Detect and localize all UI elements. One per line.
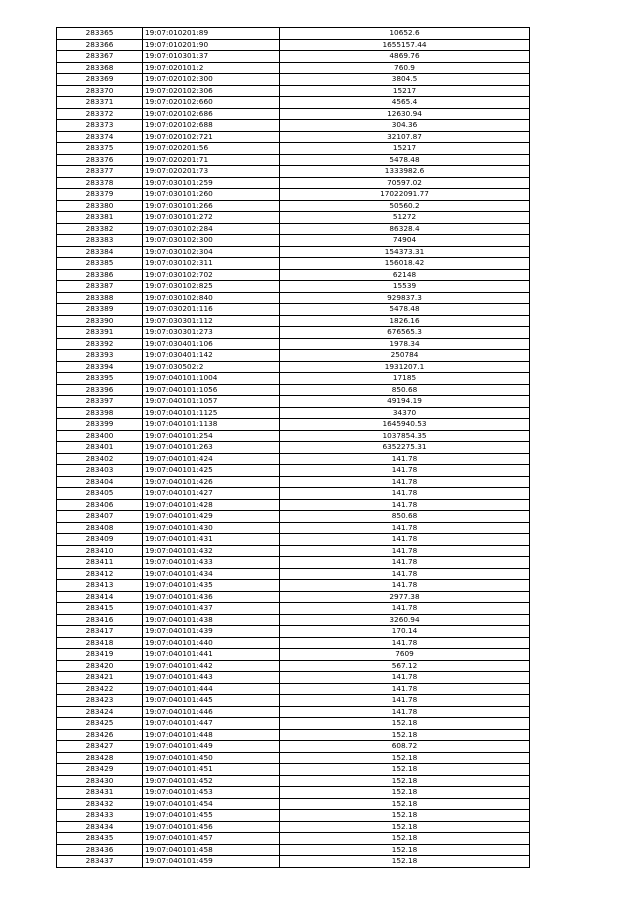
cadastral-number-cell: 19:07:030102:304 [143,246,280,258]
table-row [57,223,530,235]
row-number-cell: 283434 [57,821,143,833]
table-row [57,476,530,488]
value-cell: 170.14 [280,626,530,638]
row-number-cell: 283390 [57,315,143,327]
row-number-cell: 283388 [57,292,143,304]
table-row [57,51,530,63]
row-number-cell: 283429 [57,764,143,776]
value-cell: 152.18 [280,752,530,764]
row-number-cell: 283369 [57,74,143,86]
row-number-cell: 283382 [57,223,143,235]
row-number-cell: 283436 [57,844,143,856]
value-cell: 152.18 [280,810,530,822]
cadastral-number-cell: 19:07:040101:427 [143,488,280,500]
row-number-cell: 283411 [57,557,143,569]
value-cell: 51272 [280,212,530,224]
table-row [57,108,530,120]
table-row [57,327,530,339]
cadastral-number-cell: 19:07:040101:439 [143,626,280,638]
row-number-cell: 283367 [57,51,143,63]
row-number-cell: 283381 [57,212,143,224]
table-row [57,810,530,822]
value-cell: 141.78 [280,706,530,718]
row-number-cell: 283395 [57,373,143,385]
cadastral-number-cell: 19:07:010201:89 [143,28,280,40]
cadastral-number-cell: 19:07:040101:1004 [143,373,280,385]
row-number-cell: 283407 [57,511,143,523]
table-row [57,189,530,201]
value-cell: 1826.16 [280,315,530,327]
table-row [57,177,530,189]
table-row [57,798,530,810]
cadastral-number-cell: 19:07:020201:56 [143,143,280,155]
table-row [57,649,530,661]
table-row [57,281,530,293]
value-cell: 86328.4 [280,223,530,235]
value-cell: 152.18 [280,718,530,730]
row-number-cell: 283378 [57,177,143,189]
cadastral-number-cell: 19:07:040101:442 [143,660,280,672]
table-row [57,258,530,270]
cadastral-number-cell: 19:07:040101:443 [143,672,280,684]
row-number-cell: 283415 [57,603,143,615]
cadastral-number-cell: 19:07:040101:429 [143,511,280,523]
value-cell: 141.78 [280,568,530,580]
cadastral-number-cell: 19:07:040101:1138 [143,419,280,431]
value-cell: 152.18 [280,844,530,856]
value-cell: 141.78 [280,499,530,511]
row-number-cell: 283372 [57,108,143,120]
cadastral-number-cell: 19:07:020201:71 [143,154,280,166]
table-row [57,729,530,741]
table-row [57,718,530,730]
cadastral-number-cell: 19:07:030301:273 [143,327,280,339]
table-row [57,614,530,626]
value-cell: 1655157.44 [280,39,530,51]
cadastral-number-cell: 19:07:020102:688 [143,120,280,132]
cadastral-number-cell: 19:07:030102:311 [143,258,280,270]
cadastral-number-cell: 19:07:040101:456 [143,821,280,833]
row-number-cell: 283396 [57,384,143,396]
value-cell: 17185 [280,373,530,385]
value-cell: 3804.5 [280,74,530,86]
cadastral-number-cell: 19:07:040101:426 [143,476,280,488]
value-cell: 141.78 [280,465,530,477]
row-number-cell: 283380 [57,200,143,212]
cadastral-number-cell: 19:07:010201:90 [143,39,280,51]
value-cell: 17022091.77 [280,189,530,201]
row-number-cell: 283405 [57,488,143,500]
value-cell: 929837.3 [280,292,530,304]
cadastral-number-cell: 19:07:030301:112 [143,315,280,327]
table-row [57,844,530,856]
row-number-cell: 283421 [57,672,143,684]
cadastral-number-cell: 19:07:040101:447 [143,718,280,730]
cadastral-number-cell: 19:07:020102:686 [143,108,280,120]
table-row [57,672,530,684]
cadastral-number-cell: 19:07:040101:455 [143,810,280,822]
cadastral-number-cell: 19:07:040101:1125 [143,407,280,419]
table-row [57,856,530,868]
value-cell: 156018.42 [280,258,530,270]
value-cell: 62148 [280,269,530,281]
table-row [57,407,530,419]
row-number-cell: 283412 [57,568,143,580]
value-cell: 10652.6 [280,28,530,40]
table-row [57,534,530,546]
table-row [57,212,530,224]
cadastral-number-cell: 19:07:040101:424 [143,453,280,465]
table-row [57,545,530,557]
table-row [57,338,530,350]
row-number-cell: 283426 [57,729,143,741]
cadastral-number-cell: 19:07:030101:259 [143,177,280,189]
row-number-cell: 283416 [57,614,143,626]
cadastral-number-cell: 19:07:040101:440 [143,637,280,649]
row-number-cell: 283403 [57,465,143,477]
cadastral-number-cell: 19:07:040101:432 [143,545,280,557]
value-cell: 141.78 [280,557,530,569]
row-number-cell: 283424 [57,706,143,718]
value-cell: 152.18 [280,798,530,810]
cadastral-number-cell: 19:07:040101:434 [143,568,280,580]
table-row [57,166,530,178]
cadastral-number-cell: 19:07:020102:306 [143,85,280,97]
table-row [57,430,530,442]
table-row [57,660,530,672]
row-number-cell: 283368 [57,62,143,74]
value-cell: 141.78 [280,683,530,695]
row-number-cell: 283387 [57,281,143,293]
value-cell: 15539 [280,281,530,293]
row-number-cell: 283401 [57,442,143,454]
row-number-cell: 283428 [57,752,143,764]
value-cell: 49194.19 [280,396,530,408]
row-number-cell: 283375 [57,143,143,155]
value-cell: 152.18 [280,821,530,833]
table-row [57,131,530,143]
table-row [57,580,530,592]
cadastral-number-cell: 19:07:040101:430 [143,522,280,534]
table-row [57,442,530,454]
value-cell: 1645940.53 [280,419,530,431]
table-row [57,396,530,408]
row-number-cell: 283400 [57,430,143,442]
value-cell: 676565.3 [280,327,530,339]
cadastral-number-cell: 19:07:020101:2 [143,62,280,74]
value-cell: 141.78 [280,453,530,465]
table-row [57,626,530,638]
value-cell: 141.78 [280,534,530,546]
table-row [57,683,530,695]
value-cell: 152.18 [280,833,530,845]
row-number-cell: 283393 [57,350,143,362]
table-row [57,568,530,580]
cadastral-number-cell: 19:07:040101:449 [143,741,280,753]
row-number-cell: 283383 [57,235,143,247]
cadastral-number-cell: 19:07:040101:435 [143,580,280,592]
value-cell: 250784 [280,350,530,362]
table-row [57,833,530,845]
table-row [57,304,530,316]
value-cell: 304.36 [280,120,530,132]
value-cell: 141.78 [280,603,530,615]
cadastral-number-cell: 19:07:040101:459 [143,856,280,868]
value-cell: 141.78 [280,488,530,500]
row-number-cell: 283384 [57,246,143,258]
table-row [57,28,530,40]
row-number-cell: 283377 [57,166,143,178]
row-number-cell: 283432 [57,798,143,810]
value-cell: 74904 [280,235,530,247]
table-row [57,499,530,511]
value-cell: 567.12 [280,660,530,672]
value-cell: 6352275.31 [280,442,530,454]
cadastral-number-cell: 19:07:030201:116 [143,304,280,316]
row-number-cell: 283392 [57,338,143,350]
cadastral-number-cell: 19:07:020201:73 [143,166,280,178]
row-number-cell: 283397 [57,396,143,408]
cadastral-number-cell: 19:07:040101:444 [143,683,280,695]
row-number-cell: 283389 [57,304,143,316]
table-row [57,764,530,776]
table-row [57,465,530,477]
row-number-cell: 283386 [57,269,143,281]
cadastral-number-cell: 19:07:040101:254 [143,430,280,442]
value-cell: 15217 [280,85,530,97]
cadastral-number-cell: 19:07:040101:1056 [143,384,280,396]
value-cell: 1037854.35 [280,430,530,442]
row-number-cell: 283419 [57,649,143,661]
row-number-cell: 283414 [57,591,143,603]
table-row [57,246,530,258]
cadastral-number-cell: 19:07:030502:2 [143,361,280,373]
value-cell: 850.68 [280,511,530,523]
row-number-cell: 283399 [57,419,143,431]
table-row [57,706,530,718]
cadastral-number-cell: 19:07:040101:425 [143,465,280,477]
table-row [57,85,530,97]
table-row [57,315,530,327]
cadastral-number-cell: 19:07:020102:300 [143,74,280,86]
table-row [57,453,530,465]
row-number-cell: 283371 [57,97,143,109]
cadastral-number-cell: 19:07:040101:448 [143,729,280,741]
value-cell: 32107.87 [280,131,530,143]
table-row [57,373,530,385]
row-number-cell: 283417 [57,626,143,638]
row-number-cell: 283376 [57,154,143,166]
row-number-cell: 283406 [57,499,143,511]
table-row [57,143,530,155]
cadastral-number-cell: 19:07:040101:453 [143,787,280,799]
value-cell: 15217 [280,143,530,155]
row-number-cell: 283391 [57,327,143,339]
row-number-cell: 283408 [57,522,143,534]
table-row [57,97,530,109]
row-number-cell: 283370 [57,85,143,97]
table-row [57,200,530,212]
row-number-cell: 283374 [57,131,143,143]
cadastral-number-cell: 19:07:040101:457 [143,833,280,845]
cadastral-number-cell: 19:07:040101:1057 [143,396,280,408]
row-number-cell: 283431 [57,787,143,799]
value-cell: 5478.48 [280,304,530,316]
value-cell: 152.18 [280,787,530,799]
table-row [57,292,530,304]
row-number-cell: 283425 [57,718,143,730]
table-row [57,39,530,51]
cadastral-number-cell: 19:07:030401:106 [143,338,280,350]
row-number-cell: 283385 [57,258,143,270]
cadastral-number-cell: 19:07:040101:431 [143,534,280,546]
table-row [57,695,530,707]
cadastral-number-cell: 19:07:030102:825 [143,281,280,293]
table-row [57,821,530,833]
value-cell: 141.78 [280,545,530,557]
value-cell: 1978.34 [280,338,530,350]
cadastral-number-cell: 19:07:040101:428 [143,499,280,511]
table-row [57,269,530,281]
value-cell: 152.18 [280,764,530,776]
cadastral-number-cell: 19:07:010301:37 [143,51,280,63]
value-cell: 152.18 [280,856,530,868]
table-row [57,154,530,166]
value-cell: 1333982.6 [280,166,530,178]
cadastral-number-cell: 19:07:040101:445 [143,695,280,707]
row-number-cell: 283413 [57,580,143,592]
table-row [57,741,530,753]
cadastral-number-cell: 19:07:020102:721 [143,131,280,143]
row-number-cell: 283437 [57,856,143,868]
table-body [57,28,530,868]
value-cell: 34370 [280,407,530,419]
row-number-cell: 283398 [57,407,143,419]
cadastral-number-cell: 19:07:040101:433 [143,557,280,569]
value-cell: 5478.48 [280,154,530,166]
cadastral-number-cell: 19:07:040101:451 [143,764,280,776]
row-number-cell: 283430 [57,775,143,787]
value-cell: 141.78 [280,672,530,684]
value-cell: 4565.4 [280,97,530,109]
value-cell: 12630.94 [280,108,530,120]
cadastral-number-cell: 19:07:040101:454 [143,798,280,810]
table-row [57,350,530,362]
value-cell: 4869.76 [280,51,530,63]
cadastral-number-cell: 19:07:030101:272 [143,212,280,224]
cadastral-number-cell: 19:07:030401:142 [143,350,280,362]
table-row [57,74,530,86]
cadastral-number-cell: 19:07:040101:452 [143,775,280,787]
cadastral-number-cell: 19:07:040101:436 [143,591,280,603]
cadastral-value-table [56,27,530,868]
table-row [57,522,530,534]
value-cell: 850.68 [280,384,530,396]
value-cell: 154373.31 [280,246,530,258]
table-row [57,787,530,799]
row-number-cell: 283366 [57,39,143,51]
table-row [57,557,530,569]
cadastral-number-cell: 19:07:040101:437 [143,603,280,615]
cadastral-number-cell: 19:07:030101:266 [143,200,280,212]
value-cell: 3260.94 [280,614,530,626]
value-cell: 152.18 [280,729,530,741]
table-row [57,361,530,373]
row-number-cell: 283423 [57,695,143,707]
table-row [57,511,530,523]
cadastral-number-cell: 19:07:020102:660 [143,97,280,109]
row-number-cell: 283409 [57,534,143,546]
value-cell: 141.78 [280,580,530,592]
value-cell: 141.78 [280,637,530,649]
row-number-cell: 283410 [57,545,143,557]
cadastral-number-cell: 19:07:030102:284 [143,223,280,235]
value-cell: 50560.2 [280,200,530,212]
row-number-cell: 283379 [57,189,143,201]
cadastral-number-cell: 19:07:040101:438 [143,614,280,626]
table-row [57,235,530,247]
cadastral-number-cell: 19:07:030102:702 [143,269,280,281]
row-number-cell: 283433 [57,810,143,822]
value-cell: 760.9 [280,62,530,74]
value-cell: 70597.02 [280,177,530,189]
row-number-cell: 283427 [57,741,143,753]
table-row [57,637,530,649]
row-number-cell: 283418 [57,637,143,649]
table-row [57,752,530,764]
cadastral-number-cell: 19:07:030102:840 [143,292,280,304]
row-number-cell: 283422 [57,683,143,695]
value-cell: 608.72 [280,741,530,753]
row-number-cell: 283402 [57,453,143,465]
cadastral-number-cell: 19:07:030102:300 [143,235,280,247]
cadastral-number-cell: 19:07:040101:458 [143,844,280,856]
value-cell: 141.78 [280,695,530,707]
value-cell: 1931207.1 [280,361,530,373]
table-row [57,120,530,132]
row-number-cell: 283373 [57,120,143,132]
value-cell: 141.78 [280,476,530,488]
table-row [57,62,530,74]
cadastral-number-cell: 19:07:040101:446 [143,706,280,718]
row-number-cell: 283404 [57,476,143,488]
table-row [57,775,530,787]
table-row [57,419,530,431]
value-cell: 7609 [280,649,530,661]
table-row [57,488,530,500]
row-number-cell: 283394 [57,361,143,373]
value-cell: 152.18 [280,775,530,787]
table-row [57,591,530,603]
cadastral-number-cell: 19:07:040101:263 [143,442,280,454]
cadastral-number-cell: 19:07:040101:441 [143,649,280,661]
row-number-cell: 283435 [57,833,143,845]
row-number-cell: 283365 [57,28,143,40]
row-number-cell: 283420 [57,660,143,672]
cadastral-number-cell: 19:07:040101:450 [143,752,280,764]
table-row [57,603,530,615]
table-row [57,384,530,396]
value-cell: 2977.38 [280,591,530,603]
cadastral-number-cell: 19:07:030101:260 [143,189,280,201]
value-cell: 141.78 [280,522,530,534]
